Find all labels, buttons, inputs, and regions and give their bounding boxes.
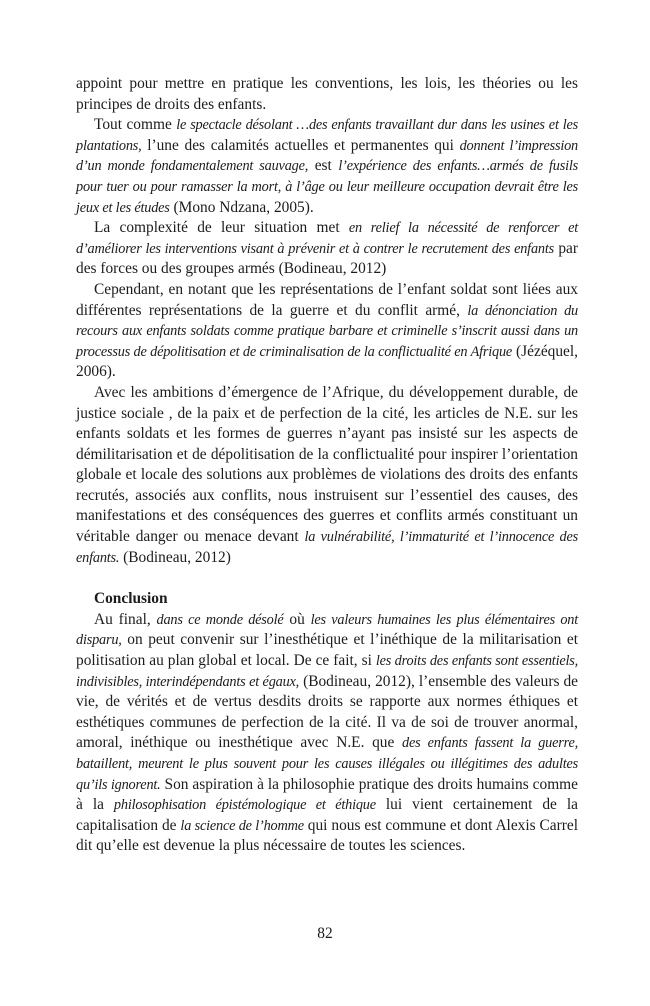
italic-segment: la vulnérabilité, l’immaturité et l’innocence des enfants. <box>76 529 578 566</box>
text-segment: l’une des calamités actuelles et permanentes qui <box>141 136 460 154</box>
italic-segment: le spectacle désolant …des enfants travaillant dur dans les usines et les plantations, <box>76 117 579 154</box>
text-segment: (Bodineau, 2012) <box>119 548 231 566</box>
text-segment: on peut convenir sur l’inesthétique et l’inéthique de la militarisation et politisation au plan global et local. De ce fait, si <box>76 631 578 670</box>
italic-segment: l’expérience des enfants…armés de fusils pour tuer ou pour ramasser la mort, à l’âge ou leur meilleure occupation devrait être les jeux et les études <box>76 158 578 216</box>
paragraph <box>76 610 578 857</box>
text-segment: Tout comme <box>94 116 177 134</box>
paragraph <box>76 74 578 115</box>
text-segment: Avec les ambitions d’émergence de l’Afrique, du développement durable, de justice sociale , de la paix et de perfection de la cité, les articles de N.E. sur les enfants soldats et les formes de guerres n’ayant pas insisté sur les aspects de démilitarisation et de dépolitisation de la conflictualité pour inspirer l’orientation globale et locale des solutions aux problèmes de violations des droits des enfants recrutés, associés aux conflits, nous instruisent sur l’essentiel des causes, des manifestations et des conséquences des guerres et conflits armés constituant un véritable danger ou menace devant <box>76 383 578 546</box>
italic-segment: des enfants fassent la guerre, bataillent, meurent le plus souvent pour les causes illégales ou illégitimes des adultes qu’ils ignorent. <box>76 735 578 793</box>
text-segment: Cependant, en notant que les représentations de l’enfant soldat sont liées aux différentes représentations de la guerre et du conflit armé, <box>76 280 578 319</box>
text-segment: appoint pour mettre en pratique les conventions, les lois, les théories ou les principes de droits des enfants. <box>76 75 578 113</box>
text-segment: qui nous est commune et dont Alexis Carrel dit qu’elle est devenue la plus nécessaire de toutes les sciences. <box>76 816 578 855</box>
italic-segment: en relief la nécessité de renforcer et d’améliorer les interventions visant à prévenir et à contrer le recrutement des enfants <box>76 220 578 257</box>
text-segment: est <box>308 157 339 175</box>
paragraph <box>76 218 578 280</box>
paragraph <box>76 115 578 218</box>
page-number: 82 <box>317 925 333 942</box>
text-segment: où <box>283 610 311 628</box>
italic-segment: donnent l’impression d’un monde fondamentalement sauvage, <box>76 137 578 175</box>
paragraph <box>76 280 578 383</box>
paragraphs-before <box>76 74 578 568</box>
page-body <box>76 74 578 857</box>
text-segment: (Bodineau, 2012), l’ensemble des valeurs de vie, de vérités et de vertus desdits droits se rapporte aux normes éthiques et esthétiques communes de perfection de la cité. Il va de soi de trouver anormal, amoral, inéthique ou inesthétique avec N.E. que <box>76 672 578 752</box>
text-segment: La complexité de leur situation met <box>94 219 349 237</box>
italic-segment: la science de l’homme <box>180 817 304 834</box>
italic-segment: dans ce monde désolé <box>156 611 284 628</box>
paragraph <box>76 383 578 568</box>
text-segment: lui vient certainement de la capitalisation de <box>76 796 578 834</box>
italic-segment: philosophisation épistémologique et éthique <box>113 797 376 814</box>
text-segment: par des forces ou des groupes armés (Bodineau, 2012) <box>76 239 579 278</box>
text-segment: Son aspiration à la philosophie pratique des droits humains comme à la <box>76 775 578 814</box>
italic-segment: la dénonciation du recours aux enfants soldats comme pratique barbare et criminelle s’inscrit aussi dans un processus de dépolitisation et de criminalisation de la conflictualité en Afrique <box>76 302 578 360</box>
italic-segment: les valeurs humaines les plus élémentaires ont disparu, <box>76 611 578 649</box>
italic-segment: les droits des enfants sont essentiels, indivisibles, interindépendants et égaux, <box>76 653 578 690</box>
text-segment: (Jézéquel, 2006). <box>76 342 578 381</box>
text-segment: (Mono Ndzana, 2005). <box>169 198 314 216</box>
text-segment: Au final, <box>94 610 157 628</box>
section-heading: Conclusion <box>94 590 168 608</box>
